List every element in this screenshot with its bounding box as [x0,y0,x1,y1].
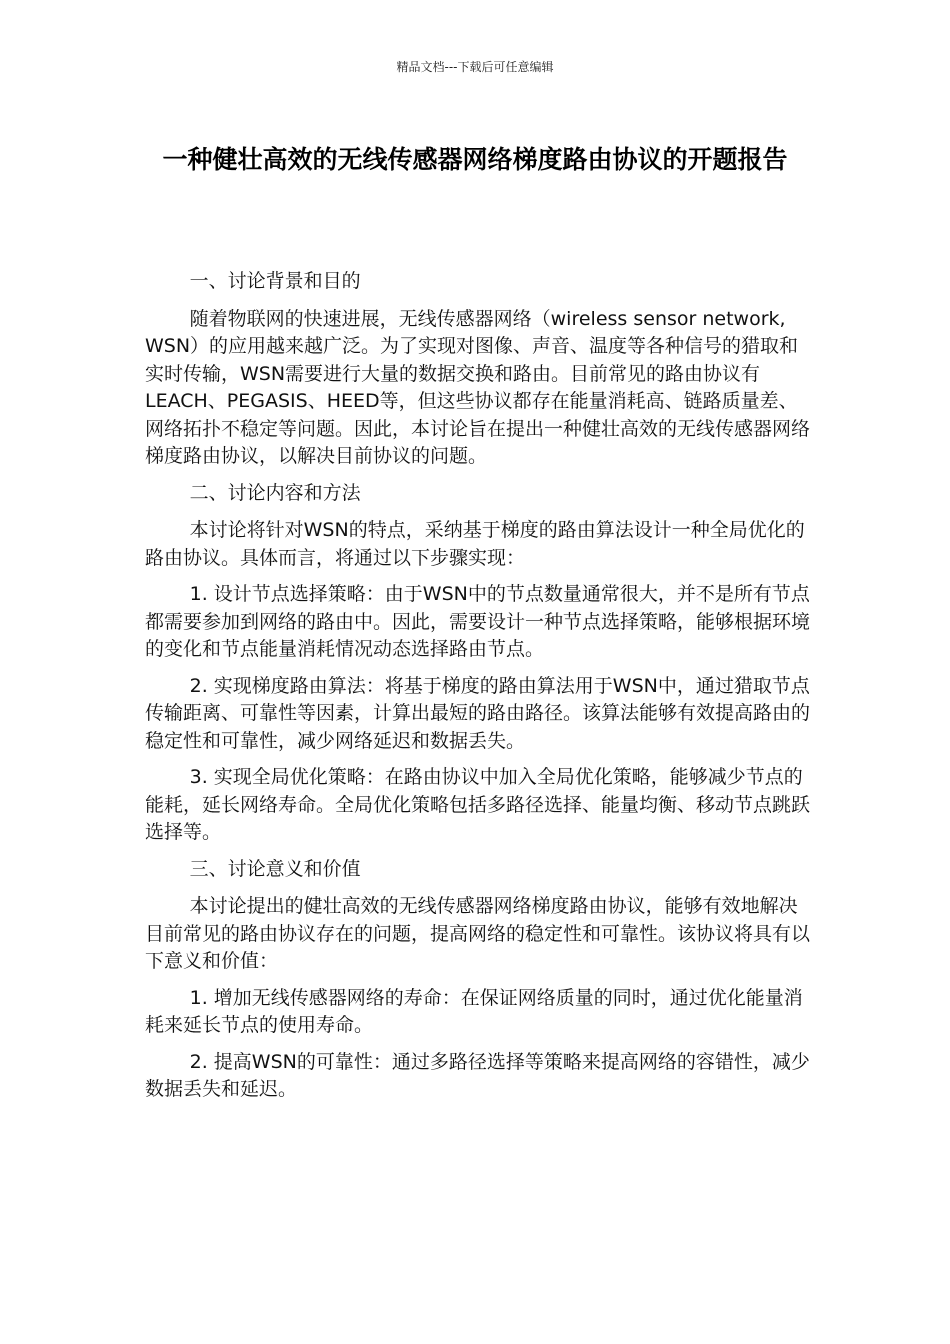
paragraph-background: 随着物联网的快速进展，无线传感器网络（wireless sensor network, WSN）的应用越来越广泛。为了实现对图像、声音、温度等各种信号的猎取和实时传输，WSN需要进行大量的数据交换和路由。目前常见的路由协议有LEACH、PEGASIS、HEED等，但这些协议都存在能量消耗高、链路质量差、网络拓扑不稳定等问题。因此，本讨论旨在提出一种健壮高效的无线传感器网络梯度路由协议，以解决目前协议的问题。 [145,307,811,467]
paragraph-value-1: 1. 增加无线传感器网络的寿命：在保证网络质量的同时，通过优化能量消耗来延长节点的使用寿命。 [145,986,803,1036]
paragraph-value-2: 2. 提高WSN的可靠性：通过多路径选择等策略来提高网络的容错性，减少数据丢失和延迟。 [145,1050,810,1100]
paragraph-step-2: 2. 实现梯度路由算法：将基于梯度的路由算法用于WSN中，通过猎取节点传输距离、可靠性等因素，计算出最短的路由路径。该算法能够有效提高路由的稳定性和可靠性，减少网络延迟和数据丢失。 [145,674,811,752]
header-note: 精品文档---下载后可任意编辑 [396,60,554,74]
document-title: 一种健壮高效的无线传感器网络梯度路由协议的开题报告 [162,145,788,174]
section-heading-background: 一、讨论背景和目的 [189,270,361,292]
paragraph-step-3: 3. 实现全局优化策略：在路由协议中加入全局优化策略，能够减少节点的能耗，延长网络寿命。全局优化策略包括多路径选择、能量均衡、移动节点跳跃选择等。 [145,766,811,843]
paragraph-step-1: 1. 设计节点选择策略：由于WSN中的节点数量通常很大，并不是所有节点都需要参加到网络的路由中。因此，需要设计一种节点选择策略，能够根据环境的变化和节点能量消耗情况动态选择路由节点。 [145,583,811,660]
document-body [145,268,810,1113]
section-heading-content: 二、讨论内容和方法 [189,481,361,504]
paragraph-significance-intro: 本讨论提出的健壮高效的无线传感器网络梯度路由协议，能够有效地解决目前常见的路由协议存在的问题，提高网络的稳定性和可靠性。该协议将具有以下意义和价值： [145,895,811,972]
paragraph-content-intro: 本讨论将针对WSN的特点，采纳基于梯度的路由算法设计一种全局优化的路由协议。具体而言，将通过以下步骤实现： [145,519,805,569]
section-heading-significance: 三、讨论意义和价值 [189,857,361,880]
